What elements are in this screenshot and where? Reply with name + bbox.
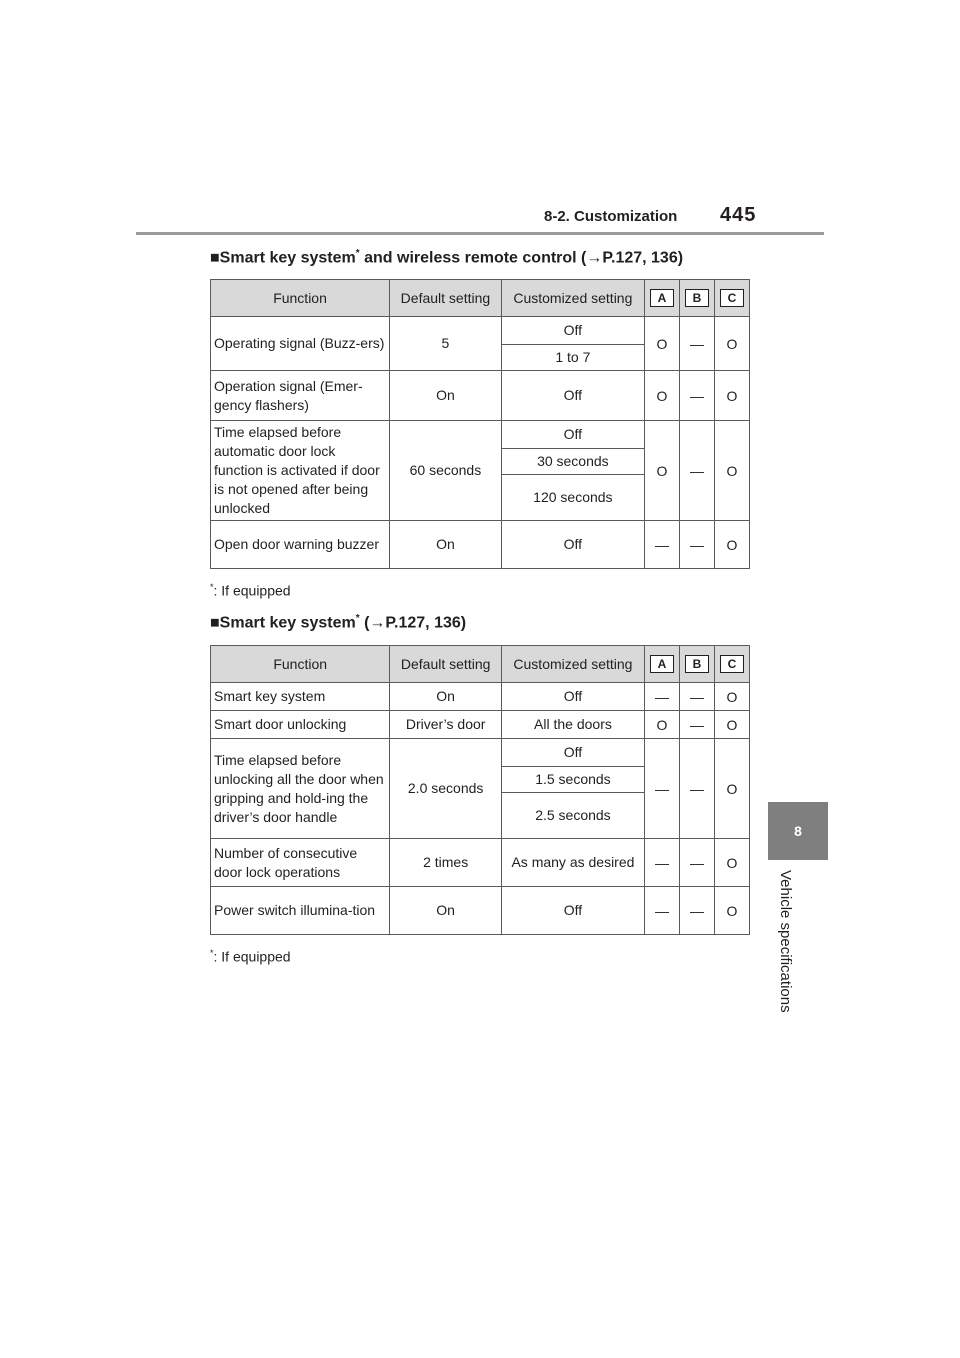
chapter-title: Vehicle specifications [777, 870, 794, 1013]
col-c: C [714, 280, 749, 317]
table-row: Time elapsed before unlocking all the door when gripping and hold-ing the driver’s door handle 2.0 seconds Off — — O [211, 739, 750, 767]
table-row: Open door warning buzzer On Off — — O [211, 521, 750, 569]
table-row: Smart door unlocking Driver’s door All the doors O — O [211, 711, 750, 739]
chapter-side-label [777, 870, 795, 1013]
col-customized: Customized setting [501, 646, 644, 683]
chapter-tab [768, 802, 828, 860]
table-row: 1.5 seconds [211, 767, 750, 793]
table-row: 120 seconds [211, 475, 750, 521]
table-header-row [211, 280, 750, 317]
table-row: Power switch illumina-tion On Off — — O [211, 887, 750, 935]
section2-heading: ■Smart key system* (→P.127, 136) [210, 613, 467, 632]
table-header-row [211, 646, 750, 683]
col-function: Function [211, 646, 390, 683]
page-number: 445 [720, 204, 757, 226]
col-a: A [644, 280, 679, 317]
table-row: Number of consecutive door lock operations 2 times As many as desired — — O [211, 839, 750, 887]
table-row: Time elapsed before automatic door lock function is activated if door is not opened after being unlocked 60 seconds Off O — O [211, 421, 750, 449]
chapter-number: 8 [794, 823, 802, 839]
col-b: B [679, 646, 714, 683]
settings-table-2 [210, 645, 750, 935]
page-header [0, 0, 960, 240]
col-c: C [714, 646, 749, 683]
section-title: 8-2. Customization [544, 208, 678, 225]
table-row: 30 seconds [211, 449, 750, 475]
header-rule [136, 232, 824, 235]
table-row: Operating signal (Buzz-ers) 5 Off O — O [211, 317, 750, 345]
table-row: Smart key system On Off — — O [211, 683, 750, 711]
footnote-2: *: If equipped [210, 948, 291, 965]
table-row: Operation signal (Emer-gency flashers) On Off O — O [211, 371, 750, 421]
col-default: Default setting [390, 646, 502, 683]
table-row: 2.5 seconds [211, 793, 750, 839]
settings-table-1 [210, 279, 750, 569]
col-a: A [644, 646, 679, 683]
col-function: Function [211, 280, 390, 317]
footnote-1: *: If equipped [210, 582, 291, 599]
col-b: B [679, 280, 714, 317]
col-customized: Customized setting [501, 280, 644, 317]
col-default: Default setting [390, 280, 502, 317]
table-row: 1 to 7 [211, 345, 750, 371]
section1-heading: ■Smart key system* and wireless remote control (→P.127, 136) [210, 248, 684, 267]
